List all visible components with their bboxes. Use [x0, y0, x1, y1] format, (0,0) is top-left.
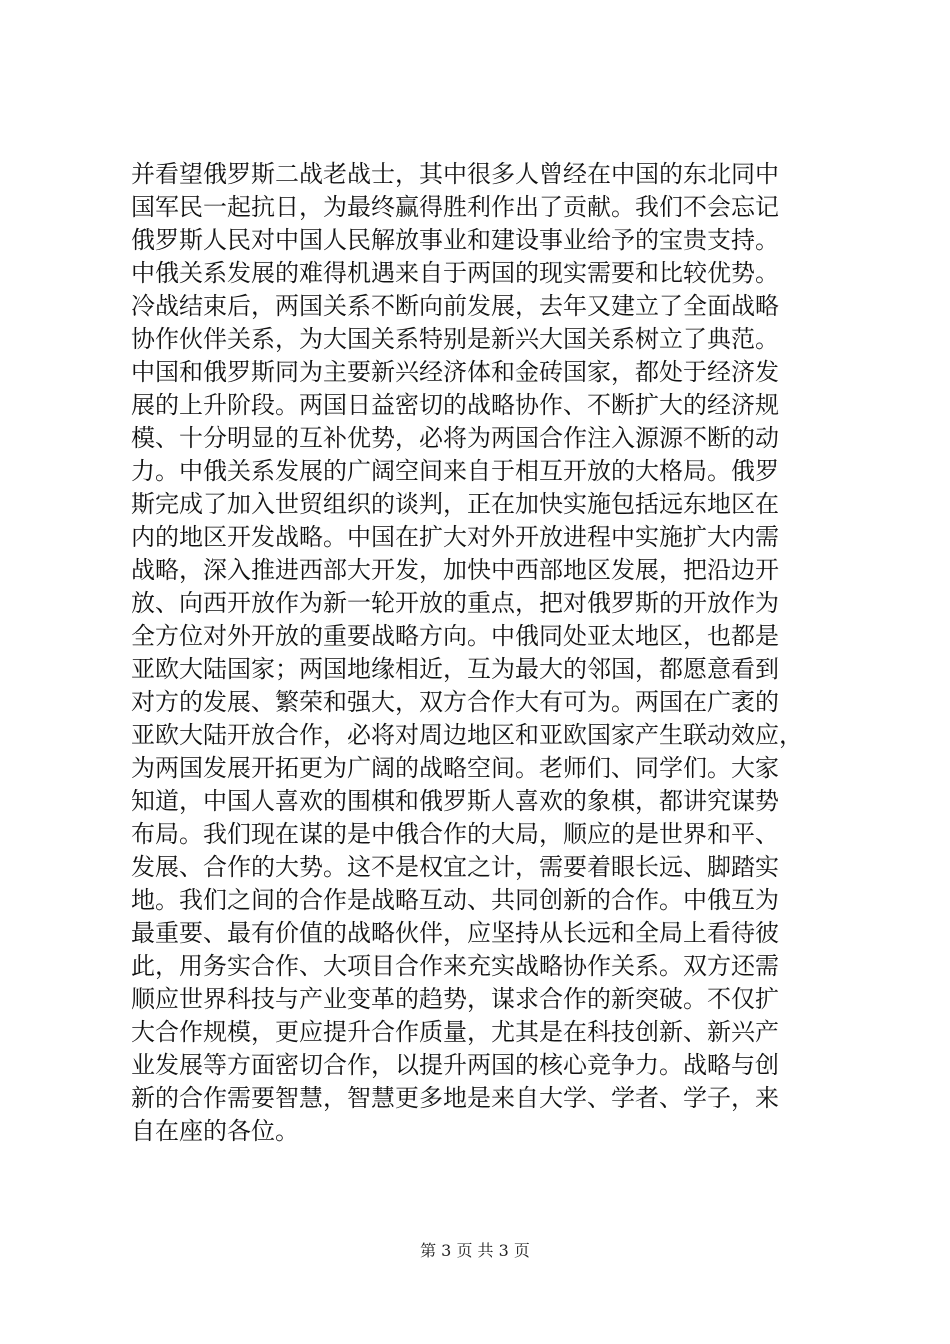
text-line: 俄罗斯人民对中国人民解放事业和建设事业给予的宝贵支持。: [131, 226, 779, 254]
text-line: 协作伙伴关系，为大国关系特别是新兴大国关系树立了典范。: [131, 325, 779, 353]
text-line: 斯完成了加入世贸组织的谈判，正在加快实施包括远东地区在: [131, 490, 779, 518]
text-line: 布局。我们现在谋的是中俄合作的大局，顺应的是世界和平、: [131, 820, 779, 848]
text-line: 自在座的各位。: [131, 1117, 299, 1145]
text-line: 冷战结束后，两国关系不断向前发展，去年又建立了全面战略: [131, 292, 779, 320]
page-footer: [0, 1241, 950, 1261]
page-number: 第 3 页 共 3 页: [420, 1241, 530, 1260]
text-line: 大合作规模，更应提升合作质量，尤其是在科技创新、新兴产: [131, 1018, 779, 1046]
text-line: 亚欧大陆国家；两国地缘相近，互为最大的邻国，都愿意看到: [131, 655, 779, 683]
text-line: 力。中俄关系发展的广阔空间来自于相互开放的大格局。俄罗: [131, 457, 779, 485]
text-line: 地。我们之间的合作是战略互动、共同创新的合作。中俄互为: [131, 886, 779, 914]
text-line: 最重要、最有价值的战略伙伴，应坚持从长远和全局上看待彼: [131, 919, 779, 947]
text-line: 中俄关系发展的难得机遇来自于两国的现实需要和比较优势。: [131, 259, 779, 287]
text-line: 业发展等方面密切合作，以提升两国的核心竞争力。战略与创: [131, 1051, 779, 1079]
text-line: 知道，中国人喜欢的围棋和俄罗斯人喜欢的象棋，都讲究谋势: [131, 787, 779, 815]
body-text: [131, 158, 831, 1148]
text-line: 战略，深入推进西部大开发，加快中西部地区发展，把沿边开: [131, 556, 779, 584]
text-line: 模、十分明显的互补优势，必将为两国合作注入源源不断的动: [131, 424, 779, 452]
text-line: 新的合作需要智慧，智慧更多地是来自大学、学者、学子，来: [131, 1084, 779, 1112]
text-line: 并看望俄罗斯二战老战士，其中很多人曾经在中国的东北同中: [131, 160, 779, 188]
text-line: 亚欧大陆开放合作，必将对周边地区和亚欧国家产生联动效应，: [131, 721, 803, 749]
text-line: 放、向西开放作为新一轮开放的重点，把对俄罗斯的开放作为: [131, 589, 779, 617]
text-line: 全方位对外开放的重要战略方向。中俄同处亚太地区，也都是: [131, 622, 779, 650]
text-line: 发展、合作的大势。这不是权宜之计，需要着眼长远、脚踏实: [131, 853, 779, 881]
text-line: 对方的发展、繁荣和强大，双方合作大有可为。两国在广袤的: [131, 688, 779, 716]
text-line: 此，用务实合作、大项目合作来充实战略协作关系。双方还需: [131, 952, 779, 980]
text-line: 为两国发展开拓更为广阔的战略空间。老师们、同学们。大家: [131, 754, 779, 782]
text-line: 顺应世界科技与产业变革的趋势，谋求合作的新突破。不仅扩: [131, 985, 779, 1013]
text-line: 中国和俄罗斯同为主要新兴经济体和金砖国家，都处于经济发: [131, 358, 779, 386]
text-line: 国军民一起抗日，为最终赢得胜利作出了贡献。我们不会忘记: [131, 193, 779, 221]
text-line: 内的地区开发战略。中国在扩大对外开放进程中实施扩大内需: [131, 523, 779, 551]
text-line: 展的上升阶段。两国日益密切的战略协作、不断扩大的经济规: [131, 391, 779, 419]
